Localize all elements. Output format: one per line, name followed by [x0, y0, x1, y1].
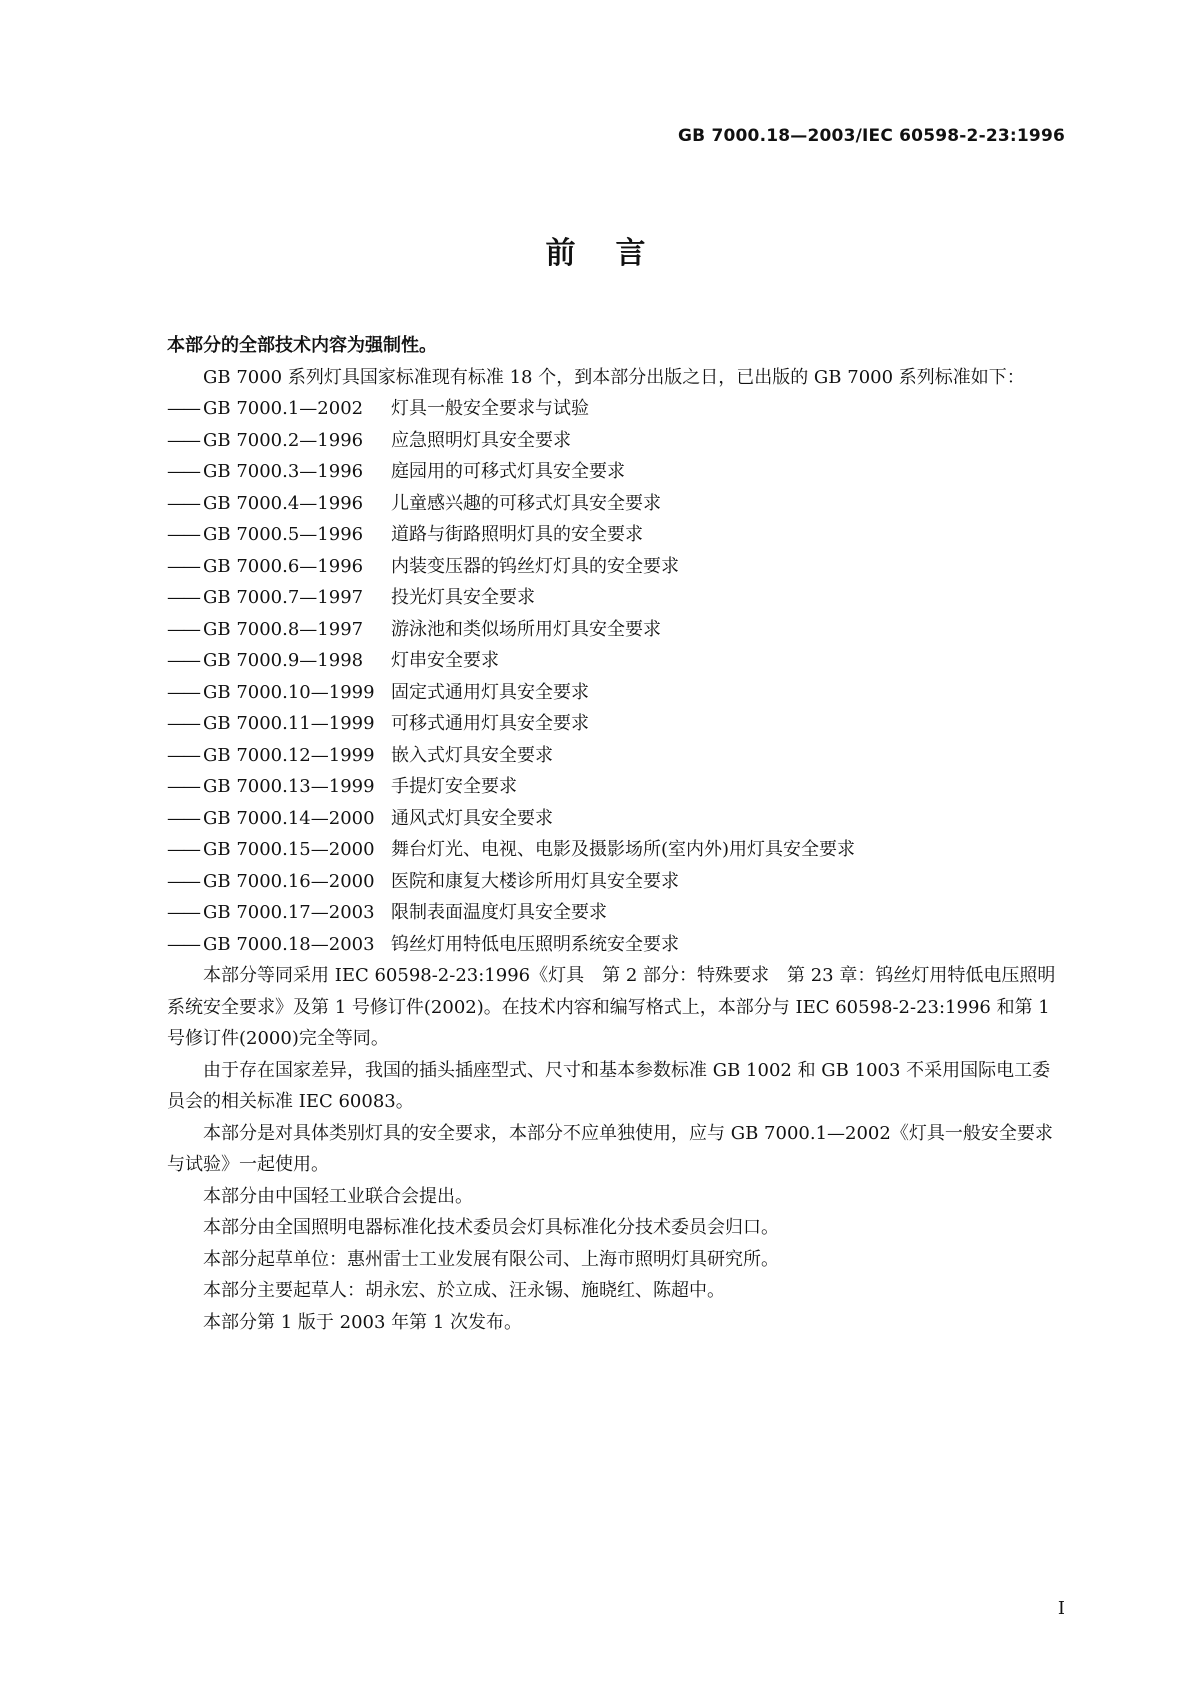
standard-code: GB 7000.18—2003: [203, 933, 375, 955]
proposer-paragraph: 本部分由中国轻工业联合会提出。: [203, 1185, 473, 1207]
standard-title: 投光灯具安全要求: [391, 587, 535, 608]
list-item: [167, 677, 1065, 709]
list-dash: ——: [167, 461, 199, 482]
standard-title: 通风式灯具安全要求: [391, 807, 553, 829]
list-dash: ——: [167, 587, 199, 608]
list-item: [167, 771, 1065, 803]
standard-title: 固定式通用灯具安全要求: [391, 681, 589, 703]
list-item: [167, 456, 1065, 488]
list-item: [167, 897, 1065, 929]
standard-title: 钨丝灯用特低电压照明系统安全要求: [391, 933, 679, 955]
list-dash: ——: [167, 713, 199, 734]
standard-code: GB 7000.16—2000: [203, 870, 375, 892]
drafters-paragraph: 本部分主要起草人：胡永宏、於立成、汪永锡、施晓红、陈超中。: [203, 1280, 725, 1301]
list-item: [167, 393, 1065, 425]
standard-title: 舞台灯光、电视、电影及摄影场所(室内外)用灯具安全要求: [391, 839, 856, 860]
list-item: [167, 740, 1065, 772]
list-dash: ——: [167, 744, 199, 766]
standard-title: 手提灯安全要求: [391, 776, 517, 797]
standard-code: GB 7000.3—1996: [203, 461, 364, 482]
drafting-units-paragraph: 本部分起草单位：惠州雷士工业发展有限公司、上海市照明灯具研究所。: [203, 1248, 779, 1270]
standard-title: 灯具一般安全要求与试验: [391, 398, 589, 419]
standard-code: GB 7000.11—1999: [203, 713, 375, 734]
list-dash: ——: [167, 776, 199, 797]
series-intro: GB 7000 系列灯具国家标准现有标准 18 个，到本部分出版之日，已出版的 GB 7000 系列标准如下：: [203, 366, 1025, 388]
list-item: [167, 519, 1065, 551]
usage-paragraph: 本部分是对具体类别灯具的安全要求，本部分不应单独使用，应与 GB 7000.1—2002《灯具一般安全要求与试验》一起使用。: [167, 1122, 1053, 1175]
page-number: I: [1057, 1598, 1065, 1619]
standard-code: GB 7000.12—1999: [203, 744, 375, 766]
list-item: [167, 582, 1065, 614]
standard-code: GB 7000.4—1996: [203, 492, 364, 514]
standard-code: GB 7000.1—2002: [203, 398, 364, 419]
standard-title: 游泳池和类似场所用灯具安全要求: [391, 618, 661, 640]
standard-code: GB 7000.9—1998: [203, 650, 364, 671]
edition-paragraph: 本部分第 1 版于 2003 年第 1 次发布。: [203, 1311, 523, 1333]
list-dash: ——: [167, 870, 199, 892]
list-dash: ——: [167, 650, 199, 671]
standard-title: 限制表面温度灯具安全要求: [391, 902, 607, 923]
list-item: [167, 929, 1065, 961]
list-item: [167, 614, 1065, 646]
standard-title: 应急照明灯具安全要求: [391, 429, 571, 451]
list-item: [167, 488, 1065, 520]
list-dash: ——: [167, 902, 199, 923]
list-item: [167, 708, 1065, 740]
list-dash: ——: [167, 555, 199, 577]
list-dash: ——: [167, 618, 199, 640]
standard-code: GB 7000.14—2000: [203, 807, 375, 829]
foreword-body: [167, 330, 1065, 1338]
national-difference-paragraph: 由于存在国家差异，我国的插头插座型式、尺寸和基本参数标准 GB 1002 和 GB 1003 不采用国际电工委员会的相关标准 IEC 60083。: [167, 1059, 1051, 1112]
mandatory-statement: 本部分的全部技术内容为强制性。: [167, 335, 437, 356]
list-item: [167, 551, 1065, 583]
committee-paragraph: 本部分由全国照明电器标准化技术委员会灯具标准化分技术委员会归口。: [203, 1217, 779, 1238]
list-item: [167, 645, 1065, 677]
standard-title: 灯串安全要求: [391, 650, 499, 671]
list-dash: ——: [167, 933, 199, 955]
standard-code: GB 7000.7—1997: [203, 587, 364, 608]
page-title: 前言: [545, 236, 686, 271]
standard-title: 可移式通用灯具安全要求: [391, 713, 589, 734]
list-dash: ——: [167, 429, 199, 451]
standard-code: GB 7000.13—1999: [203, 776, 375, 797]
standard-title: 庭园用的可移式灯具安全要求: [391, 461, 625, 482]
standards-list: [167, 393, 1065, 960]
standard-title: 内装变压器的钨丝灯灯具的安全要求: [391, 555, 679, 577]
standard-code: GB 7000.2—1996: [203, 429, 364, 451]
standard-code: GB 7000.10—1999: [203, 681, 375, 703]
adoption-paragraph: 本部分等同采用 IEC 60598-2-23:1996《灯具 第 2 部分：特殊要求 第 23 章：钨丝灯用特低电压照明系统安全要求》及第 1 号修订件(2002)。在技术内容和编写格式上，本部分与 IEC 60598-2-23:1996 和第 1 号修订件(2000)完全等同。: [167, 965, 1056, 1049]
list-dash: ——: [167, 681, 199, 703]
standard-code-header: GB 7000.18—2003/IEC 60598-2-23:1996: [678, 126, 1065, 146]
list-item: [167, 425, 1065, 457]
list-dash: ——: [167, 839, 199, 860]
standard-title: 医院和康复大楼诊所用灯具安全要求: [391, 870, 679, 892]
standard-code: GB 7000.17—2003: [203, 902, 375, 923]
standard-code: GB 7000.5—1996: [203, 524, 364, 545]
list-dash: ——: [167, 807, 199, 829]
list-item: [167, 834, 1065, 866]
list-item: [167, 866, 1065, 898]
standard-code: GB 7000.6—1996: [203, 555, 364, 577]
standard-code: GB 7000.15—2000: [203, 839, 375, 860]
list-dash: ——: [167, 524, 199, 545]
list-dash: ——: [167, 492, 199, 514]
standard-code: GB 7000.8—1997: [203, 618, 364, 640]
list-item: [167, 803, 1065, 835]
standard-title: 道路与街路照明灯具的安全要求: [391, 524, 643, 545]
standard-title: 儿童感兴趣的可移式灯具安全要求: [391, 492, 661, 514]
standard-title: 嵌入式灯具安全要求: [391, 744, 553, 766]
list-dash: ——: [167, 398, 199, 419]
